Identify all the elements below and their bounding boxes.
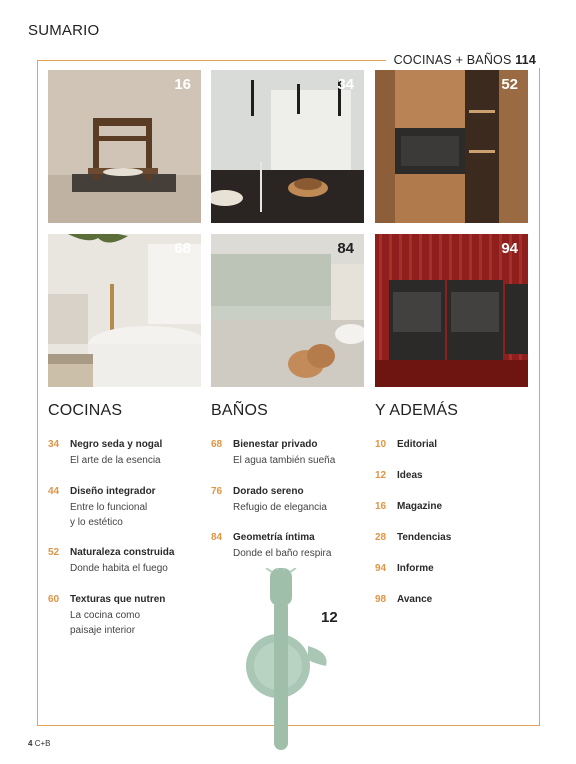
entry-page: 98 xyxy=(375,594,387,605)
toc-entry[interactable] xyxy=(375,499,525,515)
entry-page: 76 xyxy=(211,486,223,497)
issue-name: COCINAS + BAÑOS xyxy=(393,53,512,67)
toc-entry[interactable] xyxy=(211,484,366,515)
entry-subtitle: Donde habita el fuego xyxy=(70,562,168,574)
entry-page: 84 xyxy=(211,532,223,543)
entry-page: 52 xyxy=(48,547,60,558)
section-title-ademas: Y ADEMÁS xyxy=(375,402,459,419)
entry-page: 34 xyxy=(48,439,60,450)
thumbnail-page-number: 52 xyxy=(501,76,518,93)
toc-entry[interactable] xyxy=(375,468,525,484)
entry-title: Geometría íntima xyxy=(233,532,315,543)
entry-subtitle: Entre lo funcional xyxy=(70,501,148,513)
entry-title: Bienestar privado xyxy=(233,439,318,450)
thumbnail-page-84[interactable] xyxy=(211,234,364,387)
feature-page-number: 12 xyxy=(321,609,338,626)
issue-number: 114 xyxy=(515,53,536,67)
toc-entry[interactable] xyxy=(211,530,366,561)
entry-page: 12 xyxy=(375,470,387,481)
section-title-cocinas: COCINAS xyxy=(48,402,123,419)
entry-title: Magazine xyxy=(397,501,443,512)
dish-brush-image xyxy=(246,568,338,753)
entry-subtitle: El agua también sueña xyxy=(233,454,336,466)
toc-entry[interactable] xyxy=(48,437,198,468)
entry-page: 44 xyxy=(48,486,60,497)
entry-title: Ideas xyxy=(397,470,423,481)
entry-title: Editorial xyxy=(397,439,438,450)
toc-entry[interactable] xyxy=(375,530,525,546)
toc-entry[interactable] xyxy=(375,561,525,577)
toc-entry[interactable] xyxy=(48,484,198,531)
entry-title: Texturas que nutren xyxy=(70,594,166,605)
entry-subtitle: La cocina como xyxy=(70,609,141,621)
entry-title: Negro seda y nogal xyxy=(70,439,163,450)
page-folio xyxy=(28,739,50,748)
toc-entry[interactable] xyxy=(375,592,525,608)
entry-subtitle: El arte de la esencia xyxy=(70,454,161,466)
entry-title: Diseño integrador xyxy=(70,486,156,497)
thumbnail-page-52[interactable] xyxy=(375,70,528,223)
entry-subtitle: Donde el baño respira xyxy=(233,547,332,559)
toc-entry[interactable] xyxy=(211,437,366,468)
toc-entry[interactable] xyxy=(48,545,198,576)
section-title-banos: BAÑOS xyxy=(211,402,269,419)
entry-title: Naturaleza construida xyxy=(70,547,175,558)
entry-title: Informe xyxy=(397,563,434,574)
thumbnail-page-94[interactable] xyxy=(375,234,528,387)
thumbnail-page-number: 34 xyxy=(337,76,354,93)
toc-entry[interactable] xyxy=(48,592,198,639)
entry-page: 28 xyxy=(375,532,387,543)
entry-subtitle-line2: paisaje interior xyxy=(70,625,136,636)
toc-entry[interactable] xyxy=(375,437,525,453)
entry-title: Avance xyxy=(397,594,433,605)
thumbnail-page-34[interactable] xyxy=(211,70,364,223)
entry-page: 16 xyxy=(375,501,387,512)
thumbnail-page-68[interactable] xyxy=(48,234,201,387)
thumbnail-page-number: 68 xyxy=(174,240,191,257)
entry-subtitle-line2: y lo estético xyxy=(70,517,123,528)
thumbnail-page-number: 84 xyxy=(337,240,354,257)
entry-page: 94 xyxy=(375,563,387,574)
entry-page: 60 xyxy=(48,594,60,605)
page-header-title: SUMARIO xyxy=(28,22,100,39)
entry-title: Dorado sereno xyxy=(233,486,304,497)
entry-page: 68 xyxy=(211,439,223,450)
issue-label xyxy=(386,52,540,68)
entry-title: Tendencias xyxy=(397,532,452,543)
folio-page: 4 xyxy=(28,739,33,748)
entry-page: 10 xyxy=(375,439,387,450)
thumbnail-page-number: 94 xyxy=(501,240,518,257)
folio-brand: C+B xyxy=(34,739,51,748)
thumbnail-page-number: 16 xyxy=(174,76,191,93)
entry-subtitle: Refugio de elegancia xyxy=(233,501,327,513)
thumbnail-page-16[interactable] xyxy=(48,70,201,223)
